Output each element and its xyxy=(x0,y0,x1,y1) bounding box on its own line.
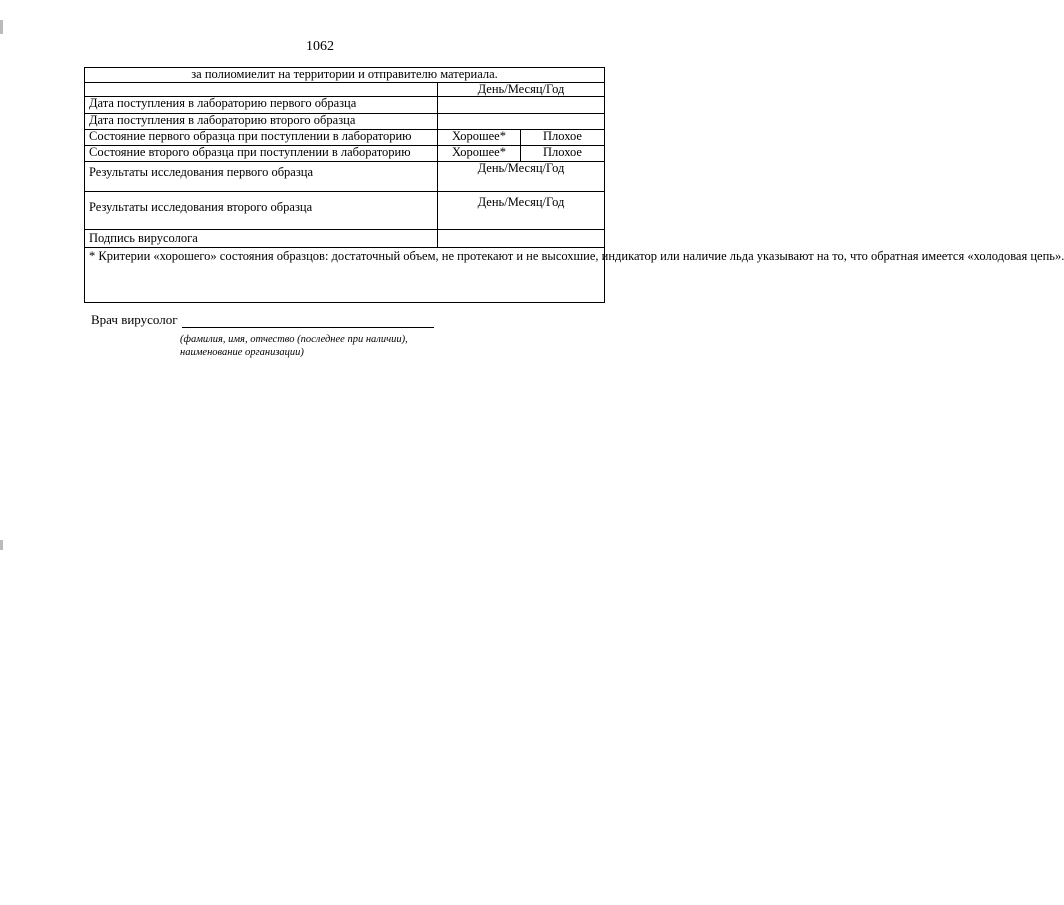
good-state-footnote: * Критерии «хорошего» состояния образцов: достаточный объем, не протекают и не высохшие, индикатор или наличие льда указывают на то, что обратная имеется «холодовая цепь». xyxy=(85,248,605,303)
doctor-label: Врач вирусолог xyxy=(91,312,178,327)
first-state-label: Состояние первого образца при поступлении в лабораторию xyxy=(85,130,438,146)
second-receipt-label: Дата поступления в лабораторию второго образца xyxy=(85,114,438,130)
scan-edge-mark xyxy=(0,20,3,34)
doctor-signature-block xyxy=(91,312,434,328)
empty-cell xyxy=(85,83,438,97)
doctor-signature-line[interactable] xyxy=(182,316,434,328)
second-state-good[interactable]: Хорошее* xyxy=(438,146,521,162)
doctor-caption xyxy=(180,333,408,359)
signature-label: Подпись вирусолога xyxy=(85,230,438,248)
table-top-caption: за полиомиелит на территории и отправителю материала. xyxy=(85,68,605,83)
first-receipt-label: Дата поступления в лабораторию первого образца xyxy=(85,97,438,114)
signature-value[interactable] xyxy=(438,230,605,248)
first-receipt-value[interactable] xyxy=(438,97,605,114)
second-state-label: Состояние второго образца при поступлении в лабораторию xyxy=(85,146,438,162)
first-results-label: Результаты исследования первого образца xyxy=(85,162,438,192)
second-state-bad[interactable]: Плохое xyxy=(521,146,605,162)
specimen-form-table xyxy=(84,67,1064,303)
first-state-bad[interactable]: Плохое xyxy=(521,130,605,146)
date-header: День/Месяц/Год xyxy=(438,83,605,97)
second-results-label: Результаты исследования второго образца xyxy=(85,192,438,230)
first-state-good[interactable]: Хорошее* xyxy=(438,130,521,146)
caption-line-2: наименование организации) xyxy=(180,347,304,358)
second-results-date[interactable]: День/Месяц/Год xyxy=(438,192,605,230)
first-results-date[interactable]: День/Месяц/Год xyxy=(438,162,605,192)
scan-edge-mark xyxy=(0,540,3,550)
page-number: 1062 xyxy=(306,39,334,54)
second-receipt-value[interactable] xyxy=(438,114,605,130)
caption-line-1: (фамилия, имя, отчество (последнее при наличии), xyxy=(180,334,408,345)
